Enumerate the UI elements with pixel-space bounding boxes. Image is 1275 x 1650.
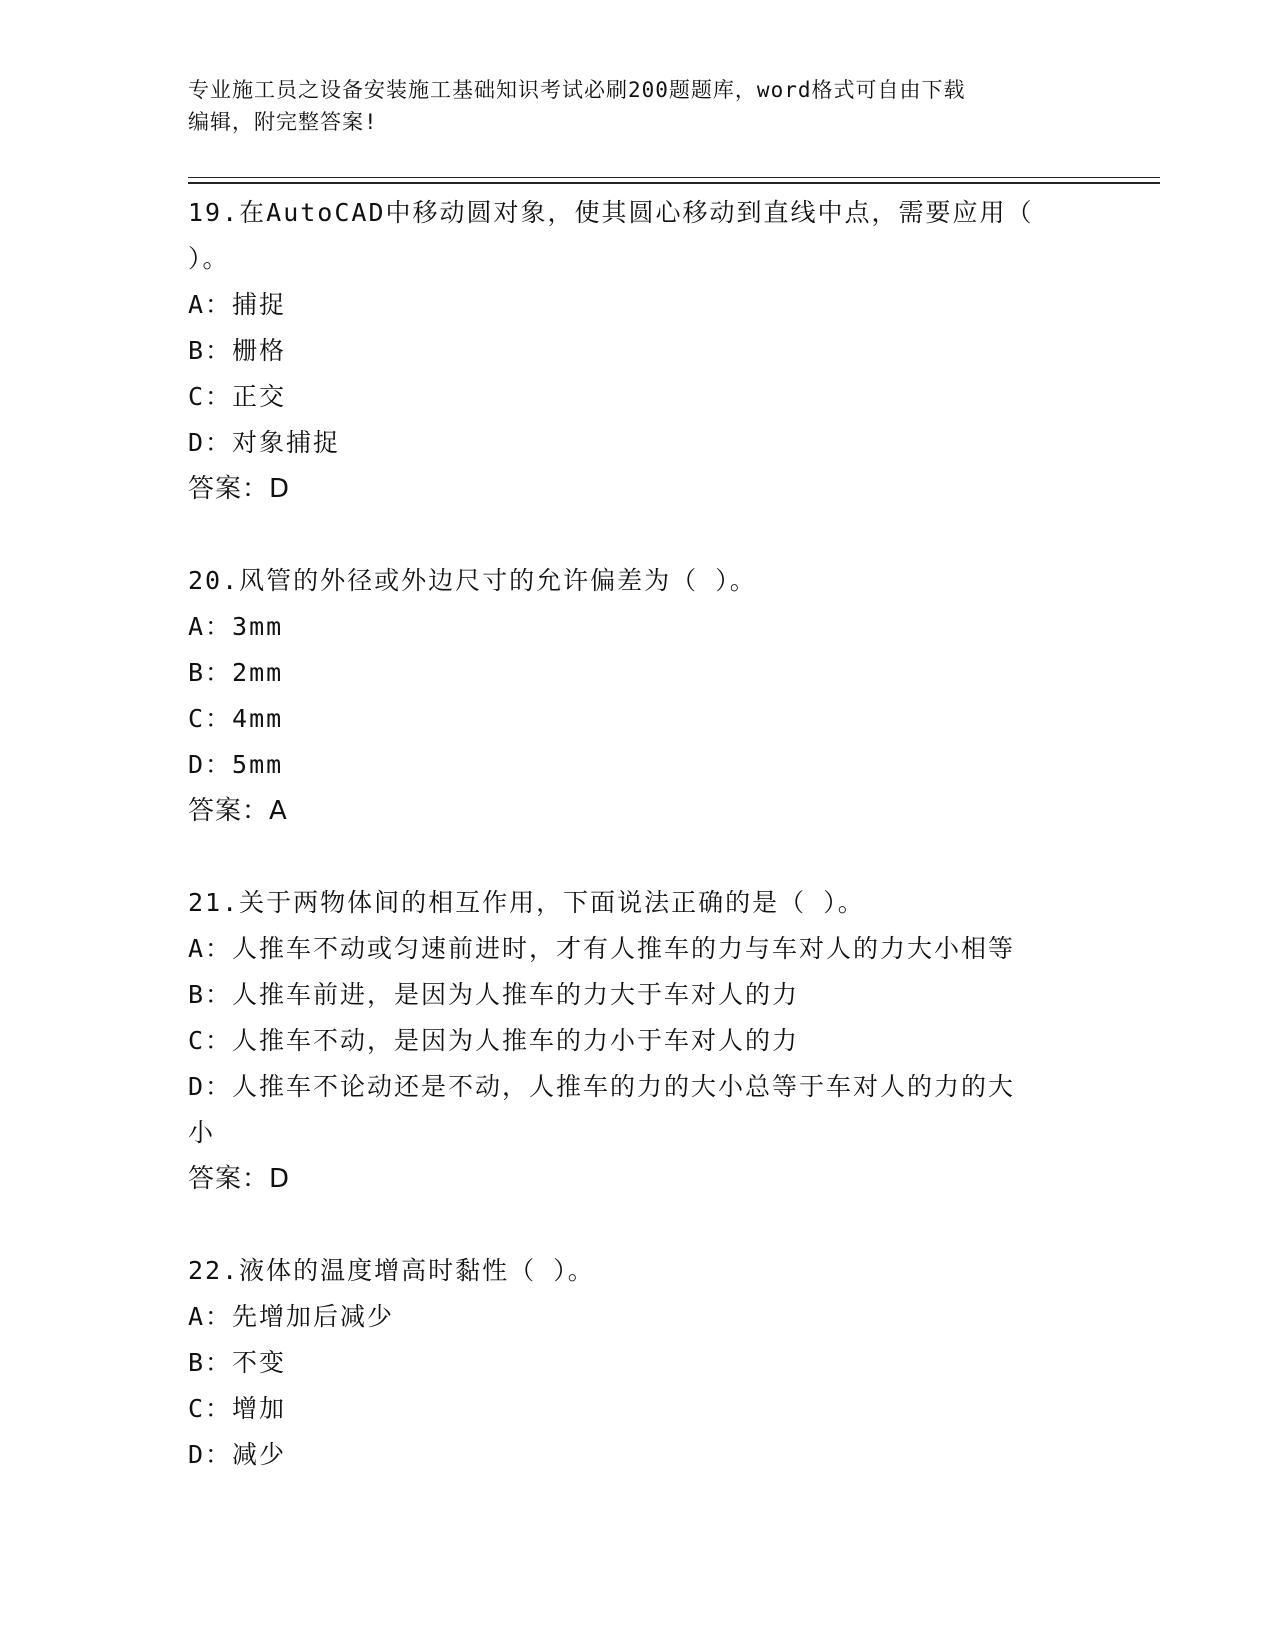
question-stem: 19.在AutoCAD中移动圆对象，使其圆心移动到直线中点，需要应用（ — [188, 198, 1034, 227]
option-c: C：增加 — [188, 1394, 287, 1423]
option-c: C：4mm — [188, 704, 284, 733]
option-a: A：3mm — [188, 612, 284, 641]
question-stem: 20.风管的外径或外边尺寸的允许偏差为（ ）。 — [188, 566, 757, 595]
option-b: B：2mm — [188, 658, 284, 687]
option-b: B：栅格 — [188, 336, 287, 365]
question-19 — [188, 190, 1088, 512]
question-20 — [188, 558, 1088, 834]
question-stem: 21.关于两物体间的相互作用，下面说法正确的是（ ）。 — [188, 888, 865, 917]
option-d: D：对象捕捉 — [188, 428, 341, 457]
question-22 — [188, 1248, 1088, 1478]
answer-line: 答案：D — [188, 474, 291, 504]
header-divider-thin — [188, 177, 1160, 178]
header-divider-thick — [188, 182, 1160, 184]
option-a: A：人推车不动或匀速前进时，才有人推车的力与车对人的力大小相等 — [188, 934, 1016, 963]
question-stem-continued: ）。 — [188, 244, 230, 273]
question-spacer — [188, 834, 1088, 880]
option-a: A：捕捉 — [188, 290, 287, 319]
header-title-line-1: 专业施工员之设备安装施工基础知识考试必刷200题题库，word格式可自由下载 — [188, 78, 966, 102]
answer-line: 答案：D — [188, 1164, 291, 1194]
option-c: C：人推车不动，是因为人推车的力小于车对人的力 — [188, 1026, 800, 1055]
option-b: B：不变 — [188, 1348, 287, 1377]
question-spacer — [188, 1202, 1088, 1248]
document-header — [188, 74, 1078, 138]
header-title-line-2: 编辑，附完整答案! — [188, 110, 378, 134]
question-stem: 22.液体的温度增高时黏性（ ）。 — [188, 1256, 595, 1285]
question-21 — [188, 880, 1088, 1202]
option-d-continued: 小 — [188, 1118, 216, 1147]
option-d: D：减少 — [188, 1440, 287, 1469]
option-d: D：人推车不论动还是不动，人推车的力的大小总等于车对人的力的大 — [188, 1072, 1016, 1101]
question-spacer — [188, 512, 1088, 558]
question-list — [188, 190, 1088, 1478]
option-b: B：人推车前进，是因为人推车的力大于车对人的力 — [188, 980, 800, 1009]
option-c: C：正交 — [188, 382, 287, 411]
answer-line: 答案：A — [188, 796, 288, 826]
option-d: D：5mm — [188, 750, 284, 779]
option-a: A：先增加后减少 — [188, 1302, 395, 1331]
